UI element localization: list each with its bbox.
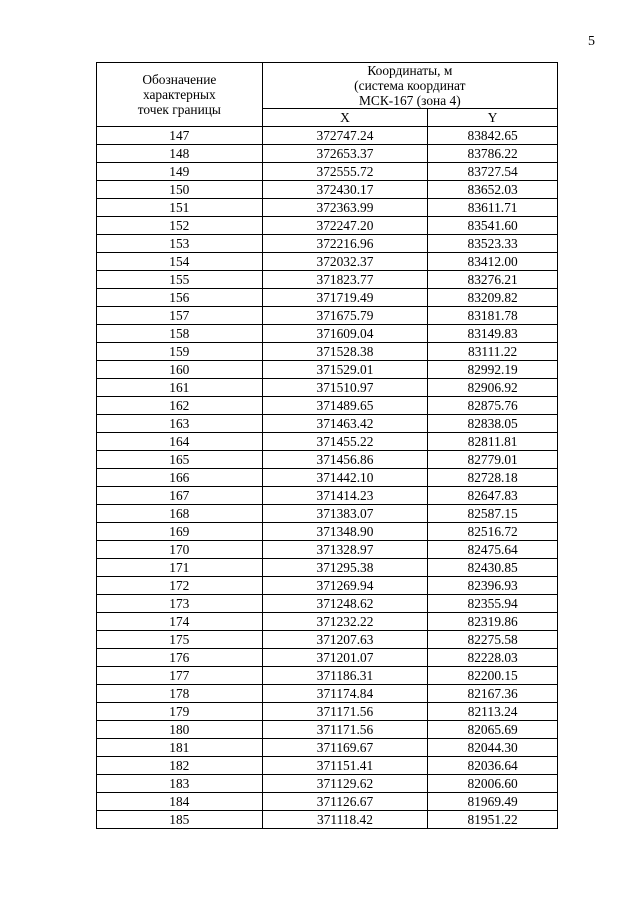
cell-x: 372032.37 [262,253,428,271]
cell-point: 155 [97,271,263,289]
cell-point: 173 [97,595,263,613]
cell-x: 371248.62 [262,595,428,613]
cell-x: 371126.67 [262,793,428,811]
cell-x: 372216.96 [262,235,428,253]
cell-point: 160 [97,361,263,379]
table-row [97,199,558,217]
table-row [97,451,558,469]
cell-y: 82516.72 [428,523,558,541]
header-y: Y [428,109,558,127]
table-row [97,595,558,613]
cell-y: 82113.24 [428,703,558,721]
table-row [97,253,558,271]
cell-x: 371489.65 [262,397,428,415]
table-row [97,397,558,415]
cell-point: 154 [97,253,263,271]
cell-x: 372247.20 [262,217,428,235]
cell-x: 371201.07 [262,649,428,667]
cell-point: 165 [97,451,263,469]
cell-y: 82228.03 [428,649,558,667]
cell-y: 82728.18 [428,469,558,487]
table-row [97,685,558,703]
cell-point: 163 [97,415,263,433]
cell-x: 371609.04 [262,325,428,343]
cell-x: 371129.62 [262,775,428,793]
table-row [97,721,558,739]
cell-x: 371455.22 [262,433,428,451]
cell-y: 82430.85 [428,559,558,577]
table-row [97,127,558,145]
cell-point: 164 [97,433,263,451]
cell-y: 83111.22 [428,343,558,361]
table-row [97,163,558,181]
table-row [97,235,558,253]
cell-point: 182 [97,757,263,775]
cell-x: 371207.63 [262,631,428,649]
cell-y: 82906.92 [428,379,558,397]
cell-x: 371171.56 [262,703,428,721]
cell-x: 371528.38 [262,343,428,361]
cell-point: 151 [97,199,263,217]
cell-point: 157 [97,307,263,325]
cell-point: 178 [97,685,263,703]
cell-point: 177 [97,667,263,685]
cell-y: 83523.33 [428,235,558,253]
table-row [97,703,558,721]
table-row [97,613,558,631]
cell-y: 83541.60 [428,217,558,235]
cell-point: 184 [97,793,263,811]
table-header [97,63,558,127]
cell-point: 181 [97,739,263,757]
header-x: X [262,109,428,127]
header-point-name [97,63,263,127]
cell-y: 82167.36 [428,685,558,703]
table-row [97,289,558,307]
table-row [97,433,558,451]
cell-x: 371295.38 [262,559,428,577]
cell-point: 171 [97,559,263,577]
table-row [97,523,558,541]
cell-x: 372555.72 [262,163,428,181]
cell-y: 82875.76 [428,397,558,415]
header-coordinates-line: (система координат [354,78,466,93]
cell-point: 185 [97,811,263,829]
cell-x: 371232.22 [262,613,428,631]
cell-x: 371383.07 [262,505,428,523]
cell-y: 82319.86 [428,613,558,631]
cell-x: 371328.97 [262,541,428,559]
cell-x: 371529.01 [262,361,428,379]
table-row [97,775,558,793]
cell-x: 371186.31 [262,667,428,685]
header-coordinates-line: МСК-167 (зона 4) [359,93,461,108]
table-row [97,325,558,343]
cell-x: 371823.77 [262,271,428,289]
cell-x: 371118.42 [262,811,428,829]
table-row [97,487,558,505]
cell-y: 83727.54 [428,163,558,181]
table-row [97,667,558,685]
cell-y: 83209.82 [428,289,558,307]
cell-x: 371510.97 [262,379,428,397]
cell-y: 82396.93 [428,577,558,595]
cell-y: 82036.64 [428,757,558,775]
table-row [97,415,558,433]
cell-y: 82779.01 [428,451,558,469]
cell-point: 149 [97,163,263,181]
cell-y: 83786.22 [428,145,558,163]
cell-x: 371456.86 [262,451,428,469]
cell-point: 153 [97,235,263,253]
cell-x: 371169.67 [262,739,428,757]
cell-y: 82044.30 [428,739,558,757]
table-row [97,757,558,775]
cell-y: 82355.94 [428,595,558,613]
cell-y: 81951.22 [428,811,558,829]
cell-x: 371442.10 [262,469,428,487]
cell-point: 162 [97,397,263,415]
cell-point: 183 [97,775,263,793]
cell-x: 372653.37 [262,145,428,163]
table-body [97,127,558,829]
cell-point: 179 [97,703,263,721]
cell-point: 150 [97,181,263,199]
cell-point: 161 [97,379,263,397]
cell-y: 82475.64 [428,541,558,559]
cell-point: 180 [97,721,263,739]
cell-x: 371414.23 [262,487,428,505]
cell-x: 371675.79 [262,307,428,325]
cell-y: 83181.78 [428,307,558,325]
cell-point: 159 [97,343,263,361]
cell-point: 167 [97,487,263,505]
cell-y: 83611.71 [428,199,558,217]
table-row [97,361,558,379]
cell-x: 371151.41 [262,757,428,775]
header-point-name-line: Обозначение [142,72,217,87]
cell-x: 372747.24 [262,127,428,145]
page-number: 5 [588,34,595,49]
table-row [97,631,558,649]
table-row [97,649,558,667]
cell-point: 174 [97,613,263,631]
table-row [97,307,558,325]
cell-point: 148 [97,145,263,163]
table-row [97,181,558,199]
cell-y: 82992.19 [428,361,558,379]
cell-point: 147 [97,127,263,145]
table-row [97,145,558,163]
table-row [97,379,558,397]
cell-y: 83276.21 [428,271,558,289]
cell-y: 83149.83 [428,325,558,343]
cell-x: 372430.17 [262,181,428,199]
table-row [97,739,558,757]
cell-point: 176 [97,649,263,667]
cell-y: 83652.03 [428,181,558,199]
cell-x: 371269.94 [262,577,428,595]
coordinates-table [96,62,558,829]
cell-point: 152 [97,217,263,235]
header-point-name-line: характерных [142,87,216,102]
table-row [97,469,558,487]
cell-y: 82838.05 [428,415,558,433]
cell-y: 82811.81 [428,433,558,451]
table-row [97,217,558,235]
cell-x: 371719.49 [262,289,428,307]
table-row [97,559,558,577]
cell-x: 371174.84 [262,685,428,703]
table-row [97,577,558,595]
table-row [97,505,558,523]
table-row [97,811,558,829]
cell-y: 82275.58 [428,631,558,649]
cell-y: 82006.60 [428,775,558,793]
table-row [97,541,558,559]
cell-y: 83842.65 [428,127,558,145]
cell-y: 82065.69 [428,721,558,739]
header-point-name-line: точек границы [137,102,221,117]
cell-y: 83412.00 [428,253,558,271]
cell-point: 166 [97,469,263,487]
table-row [97,271,558,289]
cell-point: 170 [97,541,263,559]
cell-point: 168 [97,505,263,523]
header-coordinates-line: Координаты, м [367,63,453,78]
cell-x: 371463.42 [262,415,428,433]
cell-x: 371348.90 [262,523,428,541]
cell-point: 175 [97,631,263,649]
cell-y: 82200.15 [428,667,558,685]
cell-x: 371171.56 [262,721,428,739]
cell-y: 82647.83 [428,487,558,505]
cell-point: 169 [97,523,263,541]
cell-point: 158 [97,325,263,343]
cell-point: 172 [97,577,263,595]
table-row [97,343,558,361]
cell-y: 81969.49 [428,793,558,811]
table-row [97,793,558,811]
header-coordinates [262,63,557,109]
cell-y: 82587.15 [428,505,558,523]
cell-point: 156 [97,289,263,307]
cell-x: 372363.99 [262,199,428,217]
